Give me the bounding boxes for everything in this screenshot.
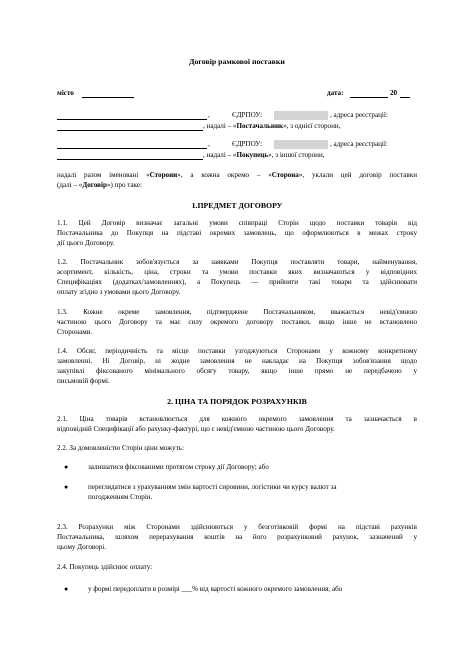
p2-3-line: цьому Договорі. <box>57 543 107 551</box>
buyer-edrpou-field[interactable] <box>274 140 328 149</box>
supplier-address-blank[interactable] <box>57 130 203 131</box>
p1-4-line: письмовій формі. <box>57 377 110 385</box>
city-label: місто <box>57 89 74 97</box>
bullet-text: залишатися фіксованими протягом строку дії Договору; або <box>88 463 269 471</box>
p1-1-line: дії цього Договору. <box>57 239 115 247</box>
buyer-address-label: , адреса реєстрації: <box>330 140 388 148</box>
p1-1-line: Постачальника до Покупця на підставі окремих замовлень, що оформлюються в межах строку <box>57 229 417 237</box>
contract-page: Договір рамкової поставки місто дата: 20 , ЄДРПОУ: , адреса реєстрації: , надалі – «Постачальник», з однієї сторони, , ЄДРПОУ: , адреса реєстрації: , надалі – «Покупець», з іншої сторони, надалі разом іменовані «Сторони», а кожна окремо – «Сторона», уклали цей договір поставки (далі – «Договір») про таке: 1.ПРЕДМЕТ ДОГОВОРУ 1.1. Цей Договір визначає загальні умови співпраці Сторін щодо поставки товарів від Постачальника до Покупця на підставі окремих замовлень, що оформлюються в межах строку дії цього Договору. 1.2. Постачальник зобов'язується за заявками Покупця поставляти товари, найменування, асортимент, кількість, ціна, строки та умови поставки яких визначаються у відповідних Специфікаціях (додатках/замовленнях), а Покупець — прийняти такі товари та здійснювати оплату згідно з умовами цього Договору. 1.3. Кожне окреме замовлення, підтверджене Постачальником, вважається невід'ємною частиною цього Договору та має силу окремого договору поставки, якщо інше не встановлено Сторонами. 1.4. Обсяг, періодичність та місце поставки узгоджуються Сторонами у кожному конкретному замовленні. Ні Договір, ні жодне замовлення не накладає на Покупця зобов'язання щодо закупівлі фіксованого мінімального обсягу товару, якщо інше прямо не передбачено у письмовій формі. 2. ЦІНА ТА ПОРЯДОК РОЗРАХУНКІВ 2.1. Ціна товарів встановлюється для кожного окремого замовлення та зазначається в відповідній Специфікації або рахунку-фактурі, що є невід'ємною частиною цього Договору. 2.2. За домовленістю Сторін ціни можуть: ● залишатися фіксованими протягом строку дії Договору; або ● переглядатися з урахуванням змін вартості сировини, логістики чи курсу валют за погодженням Сторін. 2.3. Розрахунки між Сторонами здійснюються у безготівковій формі на підставі рахунків Постачальника, шляхом перерахування коштів на його розрахунковий рахунок, зазначений у цьому Договорі. 2.4. Покупець здійснює оплату: ● у формі передоплати в розмірі ___% від вартості кожного окремого замовлення, або <box>0 0 474 670</box>
p1-3-line: Сторонами. <box>57 328 93 336</box>
bullet-icon: ● <box>64 483 69 491</box>
p1-2-line: асортимент, кількість, ціна, строки та умови поставки яких визначаються у відповідних <box>57 268 417 276</box>
supplier-name-blank[interactable] <box>57 119 207 120</box>
p1-2-line: 1.2. Постачальник зобов'язується за заявками Покупця поставляти товари, найменування, <box>57 258 417 266</box>
p1-2-line: Специфікаціях (додатках/замовленнях), а Покупець — прийняти такі товари та здійснювати <box>57 278 417 286</box>
p2-4-line: 2.4. Покупець здійснює оплату: <box>57 563 153 571</box>
p2-3-line: Постачальника, шляхом перерахування коштів на його розрахунковий рахунок, зазначений у <box>57 533 417 541</box>
year-prefix: 20 <box>390 89 398 97</box>
p2-1-line: 2.1. Ціна товарів встановлюється для кожного окремого замовлення та зазначається в <box>57 415 417 423</box>
buyer-role-line: , надалі – «Покупець», з іншої сторони, <box>203 151 325 159</box>
p2-3-line: 2.3. Розрахунки між Сторонами здійснюються у безготівковій формі на підставі рахунків <box>57 523 417 531</box>
date-blank[interactable] <box>350 97 388 98</box>
supplier-role-line: , надалі – «Постачальник», з однієї сторони, <box>203 122 341 130</box>
document-title: Договір рамкової поставки <box>189 57 285 66</box>
intro-line-2: (далі – «Договір») про таке: <box>57 181 143 189</box>
p1-1-line: 1.1. Цей Договір визначає загальні умови співпраці Сторін щодо поставки товарів від <box>57 219 417 227</box>
bullet-icon: ● <box>64 463 69 471</box>
intro-line-1: надалі разом іменовані «Сторони», а кожна окремо – «Сторона», уклали цей договір поставки <box>57 171 418 179</box>
p1-3-line: 1.3. Кожне окреме замовлення, підтверджене Постачальником, вважається невід'ємною <box>57 308 417 316</box>
p1-4-line: закупівлі фіксованого мінімального обсягу товару, якщо інше прямо не передбачено у <box>57 367 417 375</box>
year-blank[interactable] <box>400 97 410 98</box>
city-blank[interactable] <box>82 97 134 98</box>
supplier-address-label: , адреса реєстрації: <box>330 111 388 119</box>
date-label: дата: <box>327 89 344 97</box>
buyer-edrpou-label: ЄДРПОУ: <box>232 140 263 148</box>
section-2-heading: 2. ЦІНА ТА ПОРЯДОК РОЗРАХУНКІВ <box>167 397 307 406</box>
buyer-address-blank[interactable] <box>57 159 203 160</box>
bullet-text: погодженням Сторін. <box>88 493 153 501</box>
p2-1-line: відповідній Специфікації або рахунку-фактурі, що є невід'ємною частиною цього Договору. <box>57 425 335 433</box>
p2-2-line: 2.2. За домовленістю Сторін ціни можуть: <box>57 444 185 452</box>
p1-3-line: частиною цього Договору та має силу окремого договору поставки, якщо інше не встановлено <box>57 318 417 326</box>
p1-4-line: замовленні. Ні Договір, ні жодне замовлення не накладає на Покупця зобов'язання щодо <box>57 357 417 365</box>
section-1-heading: 1.ПРЕДМЕТ ДОГОВОРУ <box>191 201 283 210</box>
bullet-text: переглядатися з урахуванням змін вартості сировини, логістики чи курсу валют за <box>88 483 337 491</box>
buyer-name-blank[interactable] <box>57 148 207 149</box>
bullet-text: у формі передоплати в розмірі ___% від вартості кожного окремого замовлення, або <box>88 585 343 593</box>
supplier-edrpou-label: ЄДРПОУ: <box>232 111 263 119</box>
bullet-icon: ● <box>64 585 69 593</box>
p1-4-line: 1.4. Обсяг, періодичність та місце поставки узгоджуються Сторонами у кожному конкретному <box>57 347 417 355</box>
supplier-edrpou-field[interactable] <box>274 111 328 120</box>
p1-2-line: оплату згідно з умовами цього Договору. <box>57 288 181 296</box>
